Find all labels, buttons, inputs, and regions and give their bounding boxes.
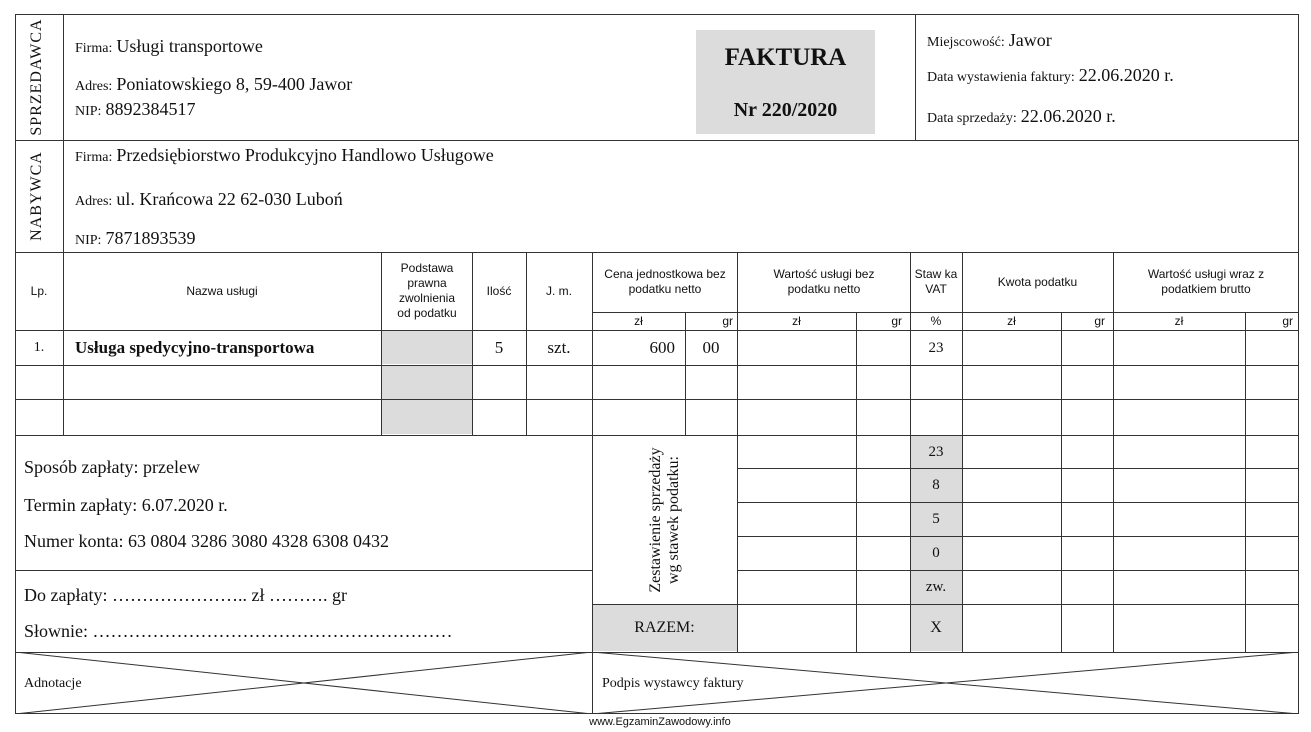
header-stawka: Staw ka VAT [914, 267, 958, 296]
sub-wartosc-zl: zł [792, 313, 801, 328]
sum-line-3 [737, 536, 1299, 537]
podstawa-cell-1 [381, 331, 472, 364]
account-number: Numer konta: 63 0804 3286 3080 4328 6308 0432 [24, 531, 389, 551]
summary-vertical-label [592, 436, 737, 604]
razem-label: RAZEM: [634, 619, 695, 636]
header-nazwa: Nazwa usługi [186, 283, 258, 298]
header-wartosc-netto: Wartość usługi bez podatku netto [773, 267, 875, 296]
seller-firma: Firma: Usługi transportowe [75, 36, 263, 56]
seller-nip: NIP: 8892384517 [75, 99, 196, 119]
summary-label-line-1: Zestawienie sprzedaży [646, 447, 664, 593]
rate-8: 8 [932, 477, 940, 493]
podstawa-cell-2 [381, 365, 472, 399]
header-wartosc-brutto: Wartość usługi wraz z podatkiem brutto [1147, 267, 1265, 296]
seller-adres: Adres: Poniatowskiego 8, 59-400 Jawor [75, 74, 353, 94]
buyer-firma: Firma: Przedsiębiorstwo Produkcyjno Handlowo Usługowe [75, 145, 494, 165]
row1-cena-zl: 600 [649, 338, 675, 357]
row1-stawka: 23 [928, 339, 944, 356]
header-cena: Cena jednostkowa bez podatku netto [604, 267, 726, 296]
razem-rate: X [930, 619, 942, 636]
row-line-1 [15, 365, 1299, 366]
sum-line-1 [737, 468, 1299, 469]
issuer-signature-label: Podpis wystawcy faktury [602, 676, 744, 691]
sub-cena-gr: gr [722, 313, 733, 328]
rate-23: 23 [928, 443, 944, 460]
annotations-label: Adnotacje [24, 676, 82, 691]
buyer-nip: NIP: 7871893539 [75, 228, 196, 248]
invoice-title: FAKTURA [724, 44, 847, 71]
watermark: www.EgzaminZawodowy.info [589, 716, 731, 728]
row1-lp: 1. [33, 340, 45, 355]
header-jm: J. m. [546, 283, 572, 298]
row1-cena-gr: 00 [702, 338, 720, 357]
row-line-2 [15, 399, 1299, 400]
amount-in-words: Słownie: …………………………………………………… [24, 621, 453, 641]
sub-cena-zl: zł [634, 313, 643, 328]
summary-label-line-2: wg stawek podatku: [664, 456, 682, 584]
sub-brutto-gr: gr [1282, 313, 1293, 328]
sum-line-4 [737, 570, 1299, 571]
sub-brutto-zl: zł [1174, 313, 1184, 328]
header-kwota: Kwota podatku [997, 274, 1078, 289]
left-label-divider [63, 14, 64, 435]
buyer-adres: Adres: ul. Krańcowa 22 62-030 Luboń [75, 189, 343, 209]
buyer-section-label: NABYWCA [28, 151, 45, 241]
col-line-brutto-gr [1245, 312, 1246, 652]
place: Miejscowość: Jawor [927, 30, 1052, 50]
sub-kwota-gr: gr [1094, 313, 1105, 328]
header-podstawa: Podstawa prawna zwolnienia od podatku [397, 261, 457, 320]
col-line-kwota-gr [1061, 312, 1062, 652]
payment-due: Termin zapłaty: 6.07.2020 r. [24, 495, 228, 515]
header-lp: Lp. [30, 283, 48, 298]
amount-due: Do zapłaty: ………………….. zł ………. gr [24, 585, 347, 605]
row1-nazwa: Usługa spedycyjno-transportowa [75, 338, 315, 357]
row1-jm: szt. [547, 338, 571, 357]
sale-date: Data sprzedaży: 22.06.2020 r. [927, 106, 1116, 126]
rate-zw: zw. [925, 579, 947, 595]
sub-stawka-pct: % [930, 313, 942, 328]
podstawa-cell-3 [381, 400, 472, 434]
col-line-wartosc-gr [856, 312, 857, 652]
header-ilosc: Ilość [486, 283, 512, 298]
row1-ilosc: 5 [494, 338, 504, 357]
payment-divider [15, 570, 592, 571]
seller-divider [15, 140, 1299, 141]
sum-line-2 [737, 502, 1299, 503]
rate-0: 0 [932, 545, 940, 561]
sub-wartosc-gr: gr [891, 313, 902, 328]
seller-section-label: SPRZEDAWCA [28, 18, 45, 136]
rate-5: 5 [932, 511, 940, 527]
issue-date: Data wystawienia faktury: 22.06.2020 r. [927, 65, 1174, 85]
meta-divider [915, 14, 916, 140]
sub-kwota-zl: zł [1007, 313, 1016, 328]
payment-method: Sposób zapłaty: przelew [24, 457, 200, 477]
invoice-number: Nr 220/2020 [733, 99, 838, 121]
col-line-podstawa [381, 252, 382, 435]
